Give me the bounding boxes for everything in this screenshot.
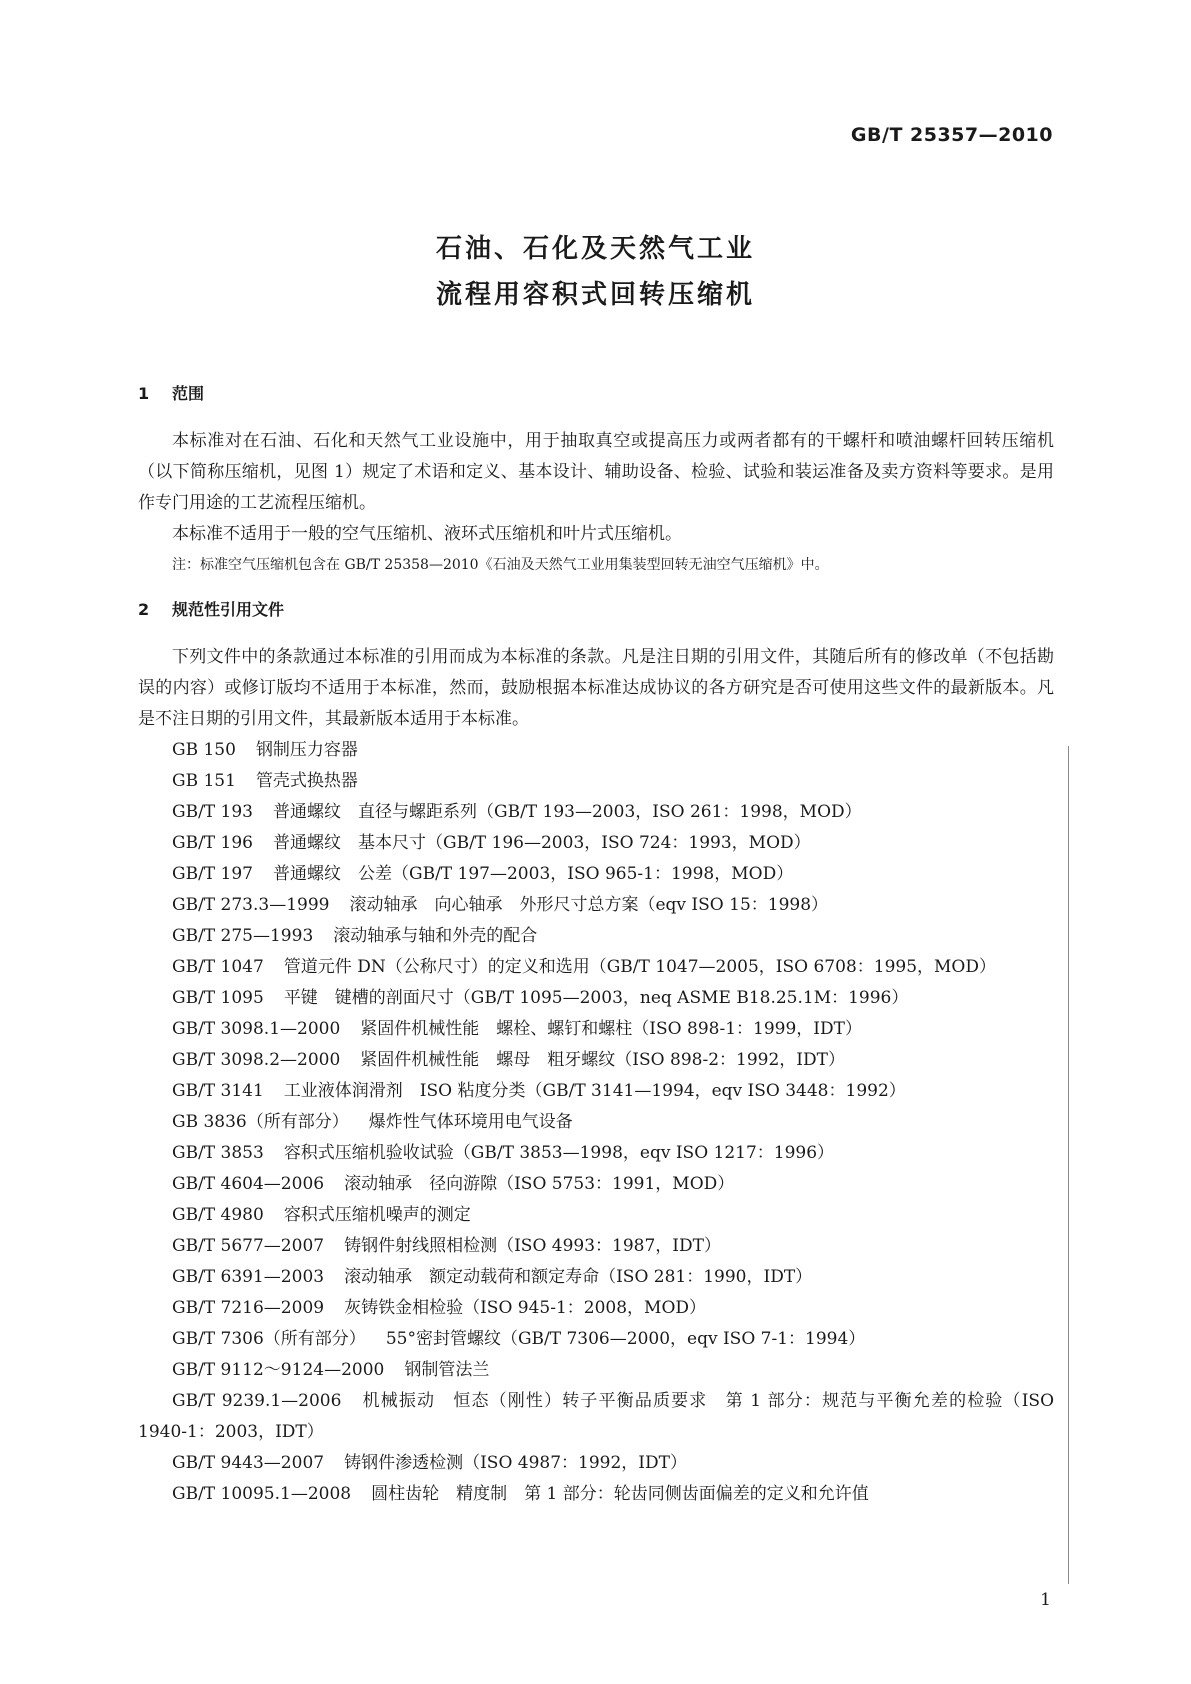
standard-number: GB/T 25357—2010	[850, 124, 1053, 146]
reference-code: GB/T 7216—2009	[172, 1298, 325, 1318]
normative-references-list	[138, 735, 1054, 1510]
reference-code: GB/T 9443—2007	[172, 1453, 325, 1473]
reference-title: 管道元件 DN（公称尺寸）的定义和选用（GB/T 1047—2005，ISO 6708：1995，MOD）	[283, 957, 996, 977]
reference-title: 圆柱齿轮 精度制 第 1 部分：轮齿同侧齿面偏差的定义和允许值	[371, 1484, 869, 1504]
reference-code: GB/T 1047	[172, 957, 264, 977]
reference-item	[138, 1479, 1054, 1510]
reference-title: 平键 键槽的剖面尺寸（GB/T 1095—2003，neq ASME B18.25.1M：1996）	[283, 988, 909, 1008]
reference-code: GB/T 197	[172, 864, 253, 884]
reference-code: GB/T 10095.1—2008	[172, 1484, 352, 1504]
scope-paragraph: 本标准对在石油、石化和天然气工业设施中，用于抽取真空或提高压力或两者都有的干螺杆和喷油螺杆回转压缩机（以下简称压缩机，见图 1）规定了术语和定义、基本设计、辅助设备、检验、试验和装运准备及卖方资料等要求。是用作专门用途的工艺流程压缩机。	[138, 431, 1054, 513]
reference-code: GB/T 3098.1—2000	[172, 1019, 341, 1039]
reference-code: GB/T 4980	[172, 1205, 264, 1225]
reference-title: 工业液体润滑剂 ISO 粘度分类（GB/T 3141—1994，eqv ISO 3448：1992）	[283, 1081, 906, 1101]
reference-code: GB/T 3141	[172, 1081, 264, 1101]
reference-item	[138, 1355, 1054, 1386]
reference-item	[138, 766, 1054, 797]
reference-title: 钢制压力容器	[255, 740, 358, 760]
reference-title: 紧固件机械性能 螺母 粗牙螺纹（ISO 898-2：1992，IDT）	[360, 1050, 845, 1070]
reference-item	[138, 983, 1054, 1014]
reference-code: GB/T 5677—2007	[172, 1236, 325, 1256]
reference-item	[138, 1448, 1054, 1479]
reference-item	[138, 1014, 1054, 1045]
reference-item	[138, 797, 1054, 828]
reference-title: 普通螺纹 基本尺寸（GB/T 196—2003，ISO 724：1993，MOD）	[273, 833, 811, 853]
document-body	[138, 378, 1054, 1510]
document-title-line2: 流程用容积式回转压缩机	[435, 280, 755, 310]
reference-item	[138, 1107, 1054, 1138]
reference-code: GB/T 9112～9124—2000	[172, 1360, 385, 1380]
reference-code: GB/T 4604—2006	[172, 1174, 325, 1194]
reference-title: 紧固件机械性能 螺栓、螺钉和螺柱（ISO 898-1：1999，IDT）	[360, 1019, 862, 1039]
section-title: 规范性引用文件	[172, 600, 285, 619]
reference-code: GB 150	[172, 740, 236, 760]
page-number: 1	[1040, 1590, 1051, 1610]
reference-item	[138, 1262, 1054, 1293]
reference-code: GB/T 273.3—1999	[172, 895, 330, 915]
document-title-line1: 石油、石化及天然气工业	[435, 234, 755, 264]
reference-title: 55°密封管螺纹（GB/T 7306—2000，eqv ISO 7-1：1994）	[385, 1329, 866, 1349]
section-number: 1	[138, 384, 150, 403]
reference-title: 爆炸性气体环境用电气设备	[368, 1112, 573, 1132]
reference-title: 容积式压缩机验收试验（GB/T 3853—1998，eqv ISO 1217：1996）	[283, 1143, 835, 1163]
reference-title: 滚动轴承 径向游隙（ISO 5753：1991，MOD）	[344, 1174, 735, 1194]
reference-code: GB/T 1095	[172, 988, 264, 1008]
reference-item	[138, 1169, 1054, 1200]
reference-code: GB 3836（所有部分）	[172, 1112, 349, 1132]
references-intro-paragraph: 下列文件中的条款通过本标准的引用而成为本标准的条款。凡是注日期的引用文件，其随后所有的修改单（不包括勘误的内容）或修订版均不适用于本标准，然而，鼓励根据本标准达成协议的各方研究是否可使用这些文件的最新版本。凡是不注日期的引用文件，其最新版本适用于本标准。	[138, 647, 1054, 729]
reference-code: GB 151	[172, 771, 236, 791]
reference-code: GB/T 9239.1—2006	[172, 1391, 342, 1411]
reference-title: 灰铸铁金相检验（ISO 945-1：2008，MOD）	[344, 1298, 707, 1318]
reference-item	[138, 921, 1054, 952]
section-number: 2	[138, 600, 150, 619]
reference-item	[138, 1200, 1054, 1231]
reference-item	[138, 828, 1054, 859]
reference-item	[138, 735, 1054, 766]
reference-item	[138, 890, 1054, 921]
reference-item	[138, 859, 1054, 890]
reference-title: 滚动轴承 额定动载荷和额定寿命（ISO 281：1990，IDT）	[344, 1267, 813, 1287]
scope-exclusion-paragraph: 本标准不适用于一般的空气压缩机、液环式压缩机和叶片式压缩机。	[172, 524, 682, 544]
scope-note: 注：标准空气压缩机包含在 GB/T 25358—2010《石油及天然气工业用集装型回转无油空气压缩机》中。	[172, 557, 829, 573]
reference-code: GB/T 275—1993	[172, 926, 314, 946]
reference-item	[138, 1045, 1054, 1076]
reference-item	[138, 1324, 1054, 1355]
reference-item	[138, 952, 1054, 983]
reference-title: 管壳式换热器	[255, 771, 358, 791]
reference-title: 普通螺纹 公差（GB/T 197—2003，ISO 965-1：1998，MOD）	[273, 864, 794, 884]
section-1-heading	[138, 378, 1054, 409]
reference-item	[138, 1386, 1054, 1448]
reference-code: GB/T 6391—2003	[172, 1267, 325, 1287]
reference-item	[138, 1138, 1054, 1169]
section-title: 范围	[172, 384, 205, 403]
reference-title: 铸钢件渗透检测（ISO 4987：1992，IDT）	[344, 1453, 687, 1473]
reference-code: GB/T 196	[172, 833, 253, 853]
reference-title: 容积式压缩机噪声的测定	[283, 1205, 471, 1225]
reference-title: 钢制管法兰	[404, 1360, 490, 1380]
reference-item	[138, 1076, 1054, 1107]
reference-item	[138, 1231, 1054, 1262]
reference-code: GB/T 3853	[172, 1143, 264, 1163]
reference-title: 滚动轴承与轴和外壳的配合	[333, 926, 538, 946]
section-2-heading	[138, 594, 1054, 625]
reference-item	[138, 1293, 1054, 1324]
reference-code: GB/T 7306（所有部分）	[172, 1329, 366, 1349]
reference-title: 滚动轴承 向心轴承 外形尺寸总方案（eqv ISO 15：1998）	[349, 895, 829, 915]
reference-title: 机械振动 恒态（刚性）转子平衡品质要求 第 1 部分：规范与平衡允差的检验（ISO 1940-1：2003，IDT）	[138, 1391, 1055, 1442]
reference-title: 普通螺纹 直径与螺距系列（GB/T 193—2003，ISO 261：1998，MOD）	[273, 802, 862, 822]
reference-code: GB/T 3098.2—2000	[172, 1050, 341, 1070]
reference-title: 铸钢件射线照相检测（ISO 4993：1987，IDT）	[344, 1236, 721, 1256]
margin-change-bar	[1068, 746, 1069, 1584]
reference-code: GB/T 193	[172, 802, 253, 822]
